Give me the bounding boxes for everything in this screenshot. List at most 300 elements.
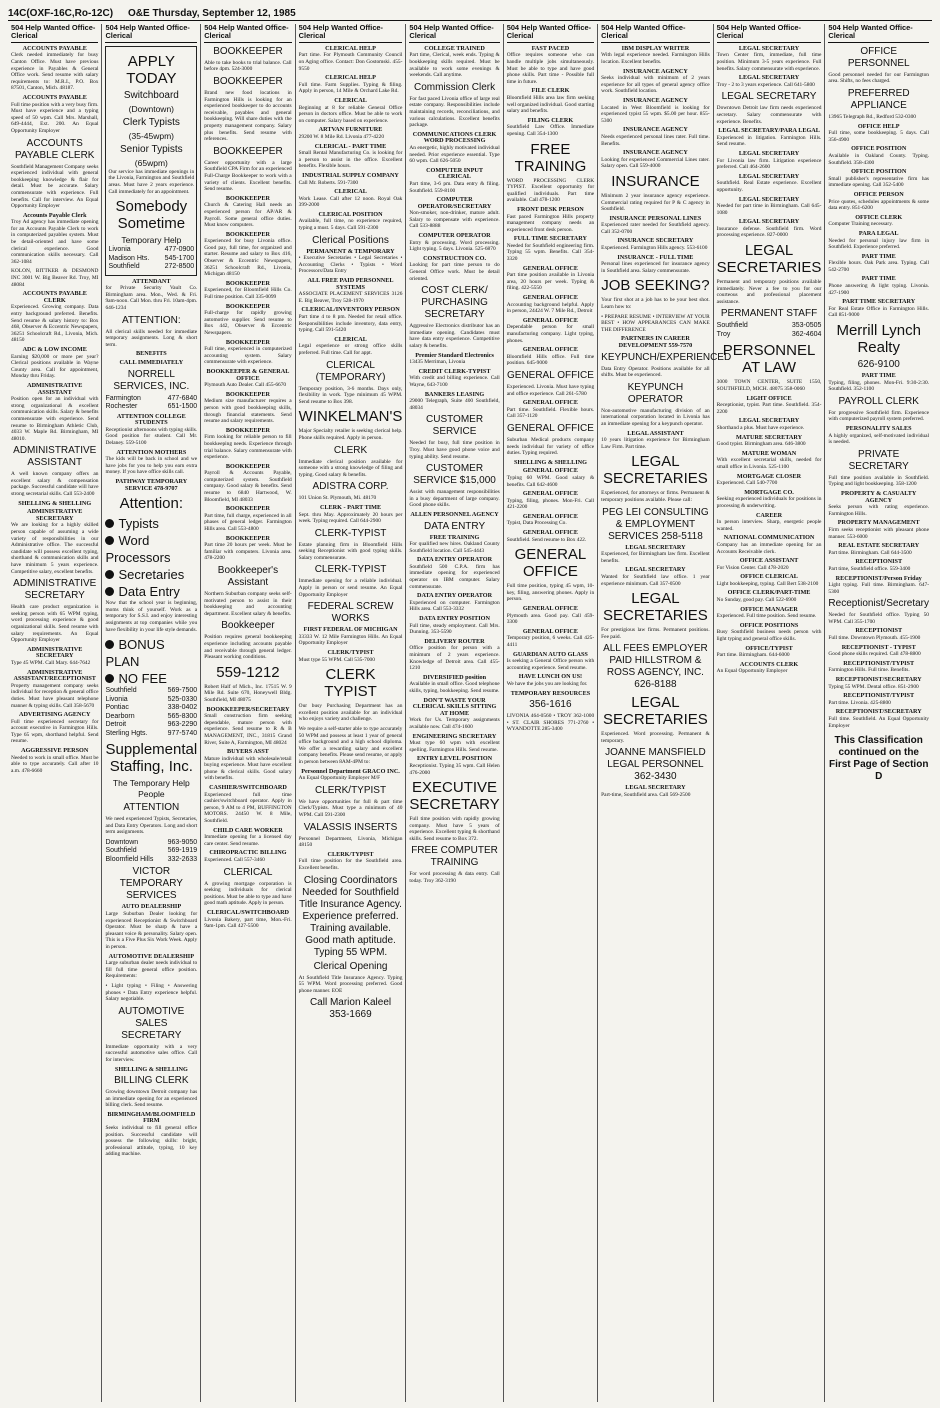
- ad-heading: ACCOUNTS CLERK: [739, 660, 799, 668]
- ad-heading: RECEPTIONIST: [855, 558, 903, 566]
- bullet-item: [105, 670, 197, 687]
- ad-body: We require a self-starter able to type accurately 50 WPM and possess at least 1 year of general office background and a high school diploma. We offer a rewarding salary and excellent company benefits. Please send resume, or apply in person between 8AM-4PM to:: [298, 726, 403, 765]
- ad-body: Located in West Bloomfield is looking for experienced typist 55 wpm. $5.00 per hour. 855-5300: [601, 104, 710, 124]
- location-label: Southfield: [105, 847, 137, 855]
- ad-heading: LEGAL SECRETARY: [625, 566, 686, 574]
- ad-body: Now that the school year is beginning, moms think of yourself. Work as a temporary for S.S.I. and enjoy interesting assignments at top companies while you have flexibility in your life style demands.: [105, 600, 198, 633]
- ad-body: Full-charge for rapidly growing automotive supplier. Send resume to Box 442, Observer & Eccentric Newspapers.: [204, 310, 292, 336]
- ad-heading: GENERAL OFFICE: [522, 490, 579, 498]
- bullet-dot-icon: [105, 640, 114, 649]
- location-phone-row: [105, 713, 197, 722]
- ad-body: Shorthand a plus. Must have experience.: [716, 425, 805, 431]
- phone-number: 477-6840: [167, 394, 198, 402]
- ad-body: Mature individual with wholesale/retail buying experience. Must have excellent phone & clerical skills. Good salary with benefits.: [204, 755, 292, 782]
- ad-body: Receptionist. Typing 35 wpm. Call Helen 476-2000: [409, 762, 500, 776]
- phone-number: 977-5740: [167, 729, 198, 737]
- display-subheadline: Switchboard: [123, 89, 179, 101]
- phone-number: 963-2290: [167, 721, 198, 729]
- ad-body: Assist with management responsibilities in a busy department of large company. Good phone skills.: [409, 489, 500, 509]
- display-subheadline: COST CLERK/ PURCHASING SECRETARY: [421, 285, 488, 321]
- ad-body: Needed for Southfield engineering firm. Typing 55 wpm. Benefits. Call 354-3320: [506, 242, 595, 263]
- ad-heading: ADC & LOW INCOME: [22, 345, 87, 353]
- ad-body: Fast paced Farmington Hills property management company needs an experienced front desk person.: [506, 213, 595, 233]
- ad-body: Suburban Medical products company needs individual for variety of office duties. Typing required.: [506, 436, 595, 457]
- ad-body: Downtown Detroit law firm needs experienced secretary. Salary commensurate with experience. Benefits.: [716, 105, 822, 125]
- display-subheadline: ACCOUNTS PAYABLE CLERK: [14, 137, 95, 161]
- ad-body: Work Lease. Call after 12 noon. Royal Oak 399-2000: [298, 195, 403, 209]
- ad-heading: COMPUTER OPERATOR/SECRETARY: [417, 196, 492, 210]
- ad-body: Full time. Farm Supplies. Typing & filing. Apply in person, 14 Mile & Orchard Lake Rd.: [298, 81, 403, 95]
- ad-body: Major Specialty retailer is seeking clerical help. Phone skills required. Apply in person.: [298, 428, 403, 441]
- phone-number: 651-1500: [167, 403, 198, 411]
- location-phone-row: [105, 721, 197, 730]
- ad-body: Typist, Data Processing Co.: [506, 520, 567, 527]
- display-headline: GENERAL OFFICE: [514, 546, 587, 581]
- ad-body: Immediate opportunity with a very successful automotive sales office. Call for interview.: [105, 1043, 198, 1063]
- ad-heading: PROPERTY & CASUALTY AGENCY: [841, 489, 917, 504]
- ad-body: 101 Union St. Plymouth, Mi. 48170: [298, 495, 377, 502]
- ad-heading: GENERAL OFFICE: [522, 512, 579, 520]
- ad-body: Beginning at 8 for reliable General Office person in doctors office. Must be able to work on computer. Salary based on experience.: [298, 104, 403, 124]
- ad-heading: BOOKKEEPER: [225, 462, 270, 470]
- ad-body: Robert Half of Mich., Inc. 17515 W. 9 Mile Rd. Suite 670, Honeywell Bldg. Southfield, MI 48075: [204, 683, 292, 703]
- ad-body: With legal experience needed. Farmington Hills location. Excellent benefits.: [601, 52, 710, 65]
- ad-body: Full time experienced secretary for account executive in Farmington Hills. Type 65 wpm, shorthand helpful. Send resume.: [11, 718, 99, 745]
- ad-heading: OFFICE ASSISTANT: [739, 557, 799, 565]
- ad-heading: BENEFITS: [136, 350, 167, 358]
- phone-number: 272-8500: [164, 263, 195, 271]
- ad-heading: OFFICE POSITION: [851, 145, 907, 153]
- ad-heading: CLERK - PART TIME: [319, 503, 382, 511]
- ad-body: Part time 4 to 8 pm. Needed for retail office. Responsibilities include inventory, data entry, typing. Call 591-5420: [298, 314, 403, 334]
- ad-body: LIVONIA 464-0560 • TROY 362-1000 • ST. CLAIR SHORES 771-2760 • WYANDOTTE 285-3400: [506, 713, 595, 733]
- ad-body: Aggressive Electronics distributor has an immediate opening. Candidates must have data entry experience. Competitive salary & benefits.: [409, 323, 500, 349]
- ad-body: Full time. Southfield. An Equal Opportunity Employer: [828, 716, 930, 729]
- ad-heading: PART TIME SECRETARY: [842, 298, 916, 306]
- ad-heading: RECEPTIONIST/Person Friday: [835, 574, 922, 582]
- ad-heading: LEGAL SECRETARY: [738, 149, 800, 157]
- ad-body: 13965 Telegraph Rd., Redford 532-0300: [828, 114, 916, 120]
- ad-heading: BANKERS LEASING: [424, 390, 485, 398]
- bullet-item: [105, 532, 197, 566]
- display-subheadline: BOOKKEEPER: [213, 145, 283, 157]
- ad-heading: INDUSTRIAL SUPPLY COMPANY: [302, 171, 399, 179]
- display-subheadline: PRIVATE SECRETARY: [848, 448, 909, 472]
- location-phone-row: [108, 263, 194, 272]
- ad-body: Part time. For Plymouth Community Council on Aging office. Contact: Don Gostomski. 455-9550: [298, 52, 403, 72]
- ad-heading: FULL TIME SECRETARY: [513, 235, 587, 243]
- location-label: Rochester: [105, 403, 138, 411]
- ad-body: Immediate opening for a licensed day care center. Send resume.: [204, 834, 292, 847]
- ad-heading: OFFICE/TYPIST: [745, 644, 793, 652]
- ad-body: Good phone skills required. Call 478-8800: [828, 651, 921, 658]
- ad-heading: GENERAL OFFICE: [522, 346, 579, 354]
- ad-column: [102, 24, 201, 1402]
- ad-heading: GENERAL OFFICE: [522, 399, 579, 407]
- ad-heading: INSURANCE AGENCY: [623, 67, 688, 75]
- ad-body: • Light typing • Filing • Answering phones • Data Entry experience helpful. Salary negotiable.: [105, 982, 198, 1003]
- ad-body: Medium size manufacturer requires a person with good bookkeeping skills, through financial statements. Send resume and salary requirements.: [204, 398, 292, 425]
- ad-heading: LEGAL SECRETARY: [625, 543, 686, 551]
- ad-heading: GENERAL OFFICE: [522, 294, 579, 302]
- ad-heading: DELIVERY ROUTER: [424, 637, 485, 645]
- column-heading: 504 Help Wanted Office-Clerical: [507, 24, 594, 43]
- display-subheadline: PAYROLL CLERK: [838, 395, 919, 407]
- ad-heading: RECEPTIONIST/SECRETARY: [835, 676, 922, 684]
- ad-body: Part time. Birmingham. Call 644-3500: [828, 549, 912, 556]
- ad-body: Price quotes, schedules appointments & some data entry. 851-6200: [828, 198, 930, 212]
- ad-body: Entry & processing. Word processing. Light typing. 5 days. Livonia. 525-6870: [409, 239, 500, 253]
- phone-number: 332-2633: [167, 855, 198, 863]
- ad-heading: PROPERTY MANAGEMENT: [837, 519, 920, 527]
- ad-heading: GUARDIAN AUTO GLASS: [513, 650, 588, 658]
- ad-heading: BOOKKEEPER: [225, 230, 270, 238]
- ad-body: Typing 60 WPM. Good salary & benefits. Call 642-4600: [506, 474, 595, 488]
- display-subheadline: CLERK-TYPIST: [314, 564, 387, 576]
- ad-heading: ATTENTION MOTHERS: [116, 448, 187, 456]
- ad-body: Small publisher's representative firm has immediate opening. Call 352-5400: [828, 175, 930, 189]
- ad-body: Experienced on computer. Farmington Hills area. Call 553-3332: [409, 599, 500, 613]
- location-label: Dearborn: [105, 712, 135, 720]
- ad-heading: PARTNERS IN CAREER DEVELOPMENT 559-7570: [618, 335, 693, 349]
- ad-body: Needs experienced personal lines rater. Full time. Benefits.: [601, 133, 710, 147]
- ad-column: [825, 24, 932, 1402]
- ad-body: • Executive Secretaries • Legal Secretaries • Accounting Clerks • Typists • Word Processors/Data Entry: [298, 255, 403, 275]
- ad-body: We are looking for a highly skilled person capable of assuming a wide variety of responsibilities in our Administrative office. The successful candidate will possess excellent typing, shorthand & communication skills and have minimum 5 years experience. Competitive salary, excellent benefits.: [11, 522, 99, 575]
- ad-body: Wanted for Southfield law office. 1 year experience minimum. Call 357-0500: [601, 573, 710, 587]
- ad-body: Accounting background helpful. Apply in person, 24424 W. 7 Mile Rd., Detroit: [506, 301, 595, 315]
- display-subheadline: FREE COMPUTER TRAINING: [411, 845, 498, 869]
- ad-heading: OFFICE CLERK: [855, 213, 903, 221]
- location-label: Downtown: [105, 838, 139, 846]
- display-subheadline: Senior Typists: [120, 143, 183, 155]
- location-label: Southfield: [105, 687, 137, 695]
- ad-body: Full time position available in Southfield. Typing and light bookkeeping. 358-1200: [828, 474, 930, 488]
- display-subheadline: Bookkeeper's Assistant: [217, 565, 279, 588]
- ad-heading: ADVERTISING AGENCY: [19, 711, 91, 719]
- display-subheadline: Commission Clerk: [413, 81, 496, 93]
- ad-heading: OFFICE MANAGER: [740, 605, 798, 613]
- ad-body: Needed for part time in Birmingham. Call 645-1080: [716, 203, 822, 216]
- display-headline: EXECUTIVE SECRETARY: [409, 779, 500, 814]
- display-subheadline: Clerical Positions: [312, 234, 389, 246]
- ad-heading: MORTGAGE CLOSER: [736, 472, 802, 480]
- phone-number: 963-9050: [167, 838, 198, 846]
- display-subheadline: Clerk Typists: [122, 116, 180, 128]
- page-id: 14C(OXF-16C,Ro-12C): [8, 7, 114, 19]
- ad-heading: LEGAL SECRETARY: [625, 784, 686, 792]
- ad-body: Available, full time, no experience required, typing a must. 5 days. Call 591-2300: [298, 218, 403, 232]
- location-phone-row: [105, 856, 197, 865]
- ad-body: Part time, Clerical, week ends. Typing & bookkeeping skills required. Must be available to work some evenings & weekends. Call anytime.: [409, 52, 500, 79]
- display-subheadline: BOOKKEEPER: [213, 45, 283, 57]
- ad-body: Earning $20,000 or more per year? Clerical positions available in Wayne County area. Call for appointment, Monday thru Friday.: [11, 353, 99, 380]
- ad-body: Estate planning firm in Bloomfield Hills seeking Receptionist with good typing skills. Salary commensurate.: [298, 541, 403, 561]
- ad-heading: BOOKKEEPER & GENERAL OFFICE: [206, 367, 290, 382]
- ad-body: Full time. Downtown Plymouth. 455-1900: [828, 635, 921, 642]
- ad-body: A growing mortgage corporation is seeking individuals for clerical positions. Must be able to type and have good math aptitude. Apply in person.: [204, 880, 292, 907]
- ad-body: Experienced full time cashier/switchboard operator. Apply in person, 9 AM to 4 PM, BUFFINGTON MOTORS. 24450 W. 8 Mile, Southfield.: [204, 791, 292, 825]
- ad-heading: OFFICE HELP: [857, 122, 900, 130]
- ad-heading: CLERICAL: [334, 335, 367, 343]
- location-phone-row: [105, 730, 197, 739]
- ad-body: Southfield 500 C.P.A. firm has immediate opening for experienced operator on IBM computer. Salary commensurate.: [409, 563, 500, 590]
- ad-body: Firm looking for reliable person to fill bookkeeping needs. Experience through trial balance. Salary commensurate with experience.: [204, 434, 292, 461]
- ad-body: Seeks person with rating experience. Farmington Hills.: [828, 504, 930, 517]
- display-headline: JOB SEEKING?: [601, 277, 710, 295]
- ad-body: • PREPARE RESUME • INTERVIEW AT YOUR BEST • HOW APPEARANCES CAN MAKE THE DIFFERENCE: [601, 313, 710, 333]
- ad-body: Typing, filing, phones. Mon-Fri. 9:30-2:30. Southfield. 352-1100: [828, 379, 930, 393]
- ad-heading: SHELLING & SHELLING: [114, 1065, 188, 1073]
- ad-heading: SHELLING & SHELLING: [513, 458, 587, 466]
- ad-body: Computer Training necessary.: [828, 221, 893, 228]
- ad-body: Flexible hours. Oak Park area. Typing. Call 542-2700: [828, 260, 930, 273]
- ad-body: Call Mr. Roberts. 591-7300: [298, 179, 359, 186]
- ad-body: Temporary position, 3-6 months. Days only, flexibility in work. Type minimum 45 WPM. Send resume to Box 398.: [298, 385, 403, 405]
- ad-heading: LEGAL SECRETARY: [738, 74, 800, 82]
- ad-body: Needed for busy, full time position in Troy. Must have good phone voice and typing ability. Send resume.: [409, 440, 500, 460]
- ad-body: Farmington Hills. Full time. Benefits.: [828, 667, 910, 674]
- ad-heading: ATTENDANT: [132, 277, 171, 285]
- ad-body: Experienced. Full time position. Send resume.: [716, 613, 817, 620]
- ad-body: Plymouth area. Good pay. Call 459-3300: [506, 612, 595, 626]
- ad-body: Part time. Southfield. Flexible hours. Call 357-1120: [506, 406, 595, 420]
- ad-heading: COLLEGE TRAINED: [424, 44, 485, 52]
- ad-body: Immediate clerical position available for someone with a strong knowledge of filing and typing. Good salary & benefits.: [298, 458, 403, 478]
- ad-column: [201, 24, 295, 1402]
- ad-note: The Temporary Help People: [112, 778, 190, 800]
- ad-body: Experienced, for Birmingham law firm. Excellent benefits.: [601, 551, 710, 564]
- ad-body: Is seeking a General Office person with accounting experience. Send resume.: [506, 658, 595, 671]
- ad-body: Firm seeks receptionist with pleasant phone manner. 553-6000: [828, 526, 930, 540]
- location-phone-row: [105, 839, 197, 848]
- bullet-dot-icon: [105, 570, 114, 579]
- ad-body: Receptionist afternoons with typing skills. Good position for student. Call Mr. Delaney. 559-5100: [105, 426, 198, 446]
- ad-body: With excellent secretarial skills, needed for small office in Livonia. 525-1100: [716, 457, 822, 470]
- ad-note: (65wpm): [134, 157, 168, 168]
- phone-number: 525-0330: [167, 695, 198, 703]
- ad-body: Clerk needed immediately for busy Canton Office. Must have previous experience in Payables & General Office work. Send resume with salary requirements to: M.R.I., P.O. Box 87501, Canton, Mich. 48187.: [11, 52, 99, 92]
- ad-heading: DATA ENTRY OPERATOR: [417, 556, 493, 564]
- ad-heading: RECEPTIONIST: [855, 627, 903, 635]
- ad-body: Looking for experienced Commercial Lines rater. Salary open. Call 559-4000: [601, 156, 710, 170]
- location-phone-row: [105, 847, 197, 856]
- ad-body: Large suburban dealer needs individual to fill full time general office position. Requirements:: [105, 960, 198, 980]
- ad-heading: PART TIME: [861, 372, 896, 380]
- display-headline: LEGAL SECRETARIES: [603, 694, 708, 729]
- ad-heading: ADMINISTRATIVE ASSISTANT/RECEPTIONIST: [13, 668, 96, 683]
- column-heading: 504 Help Wanted Office-Clerical: [105, 24, 197, 43]
- bullet-item: [105, 583, 197, 600]
- ad-body: Growing downtown Detroit company has an immediate opening for an experienced billing clerk. Send resume.: [105, 1089, 198, 1109]
- display-headline: WINKELMAN'S: [298, 408, 403, 426]
- ad-heading: ENGINEERING SECRETARY: [412, 732, 497, 740]
- display-subheadline: FEDERAL SCREW WORKS: [307, 601, 394, 625]
- ad-heading: CHILD CARE WORKER: [213, 826, 283, 834]
- location-label: Southfield: [108, 263, 140, 271]
- ad-heading: RECEPTIONIST/TYPIST: [843, 659, 915, 667]
- ad-heading: CLERICAL POSITION: [318, 210, 383, 218]
- ad-column: [406, 24, 503, 1402]
- ad-heading: AGGRESSIVE PERSON: [21, 747, 89, 755]
- ad-body: for Private Security Vault Co. Birmingham area. Mon., Wed. & Fri. 9am-noon. Call Mon. thru Fri. 10am-4pm. 646-1234: [105, 285, 198, 312]
- ad-body: Must type 55 WPM. Call 535-7000: [298, 656, 375, 663]
- ad-body: 3000 TOWN CENTER, SUITE 1550, SOUTHFIELD, MICH. 48075 358-0060: [716, 379, 822, 393]
- location-label: Livonia: [108, 246, 131, 254]
- ad-heading: OFFICE CLERICAL: [740, 573, 798, 581]
- ad-heading: ALLEN PERSONNEL AGENCY: [410, 510, 499, 518]
- location-label: Livonia: [105, 695, 128, 703]
- ad-heading: FRONT DESK PERSON: [517, 205, 584, 213]
- display-subheadline: Clerical Opening: [313, 960, 388, 972]
- ad-body: Must type 60 wpm with excellent spelling. Farmington Hills. Send resume.: [409, 740, 500, 753]
- ad-heading: LEGAL SECRETARY: [738, 44, 800, 52]
- ad-body: For Livonia law firm. Litigation experience preferred. Call 464-2600: [716, 157, 822, 171]
- ad-body: Typing, filing, phones. Mon-Fri. Call 421-2200: [506, 497, 595, 511]
- ad-body: Needed for Southfield office. Typing 50 WPM. Call 355-1700: [828, 612, 930, 625]
- ad-heading: CLERICAL - PART TIME: [314, 142, 387, 150]
- ad-body: Insurance defense. Southfield firm. Word processing experience. 827-0000: [716, 225, 822, 239]
- ad-body: Experienced rater needed for Southfield agency. Call 352-0700: [601, 222, 710, 235]
- display-subheadline: ADISTRA CORP.: [312, 481, 389, 493]
- location-label: Troy: [716, 330, 731, 338]
- ad-note: (35-45wpm): [128, 130, 175, 141]
- column-heading: 504 Help Wanted Office-Clerical: [601, 24, 710, 43]
- display-subheadline: PEG LEI CONSULTING & EMPLOYMENT SERVICES 258-5118: [602, 506, 709, 542]
- ad-heading: CAREER: [755, 511, 783, 519]
- ad-heading: ADMINISTRATIVE ASSISTANT: [27, 381, 83, 396]
- ad-body: Experienced. Call 540-7700: [716, 480, 778, 487]
- ad-heading: MORTGAGE CO.: [744, 488, 794, 496]
- ad-body: Office requires someone who can handle multiple jobs simultaneously. Must be able to type and have good phone skills. Part time - Possible full time in future.: [506, 52, 595, 85]
- display-headline: LEGAL SECRETARIES: [603, 590, 708, 625]
- ad-heading: Premier Standard Electronics: [415, 351, 494, 359]
- page-header: [8, 6, 932, 21]
- ad-heading: FAST PACED: [531, 44, 570, 52]
- ad-heading: FREE TRAINING: [429, 533, 480, 541]
- ad-body: Dependable person for small manufacturing company. Light typing, phones.: [506, 324, 595, 344]
- ad-heading: OFFICE PERSON: [853, 190, 904, 198]
- ad-body: Receptionist, typist. Part time. Southfield. 354-2200: [716, 402, 822, 415]
- ad-body: Full time, steady employment. Call Mrs. Dunning. 353-5590: [409, 622, 500, 636]
- ad-heading: CLERICAL: [334, 188, 367, 196]
- ad-body: Data Entry Operator. Positions available for all shifts. Must be experienced.: [601, 365, 710, 379]
- display-subheadline: PREFERRED APPLIANCE: [847, 88, 910, 111]
- ad-body: 13435 Merriman, Livonia: [409, 359, 466, 366]
- ad-heading: DIVERSIFIED position: [422, 673, 487, 681]
- ad-heading: BOOKKEEPER: [225, 279, 270, 287]
- ad-body: Personnel Department, Livonia, Michigan 48150: [298, 835, 403, 849]
- ad-body: Non-smoker, non-drinker, mature adult. Salary to compensate with experience. Call 533-8888: [409, 210, 500, 230]
- ad-note: Temporary Help: [121, 235, 182, 246]
- ad-heading: ACCOUNTS PAYABLE CLERK: [22, 290, 87, 304]
- ad-body: Minimum 2 year insurance agency experience. Commercial rating required for P & C agency in Southfield.: [601, 192, 710, 213]
- ad-heading: RECEPTIONIST/TYPIST: [843, 692, 915, 700]
- ad-heading: FILING CLERK: [527, 116, 574, 124]
- ad-heading: ARTVAN FURNITURE: [318, 126, 383, 134]
- display-subheadline: NORRELL SERVICES, INC.: [113, 368, 190, 392]
- ad-body: Southfield. Send resume to Box 422.: [506, 536, 587, 543]
- ad-heading: CONSTRUCTION CO.: [423, 254, 486, 262]
- ad-body: Part time, Southfield office. 559-3400: [828, 565, 911, 572]
- ad-heading: INSURANCE AGENCY: [623, 96, 688, 104]
- bullet-text: Data Entry: [118, 584, 180, 600]
- ad-heading: DON'T WASTE YOUR CLERICAL SKILLS SITTING AT HOME: [412, 696, 497, 717]
- ad-body: An Equal Opportunity Employer: [716, 668, 788, 675]
- ad-heading: CALL IMMEDIATELY: [119, 359, 184, 367]
- location-label: Bloomfield Hills: [105, 855, 154, 863]
- display-subheadline: CLERK/TYPIST: [314, 784, 387, 796]
- display-subheadline: Closing Coordinators Needed for Southfield Title Insurance Agency. Experience preferred. Training available. Good math aptitude. Typing 55 WPM.: [299, 874, 402, 958]
- ad-heading: LIGHT OFFICE: [746, 394, 792, 402]
- display-headline: FREE TRAINING: [514, 140, 587, 175]
- location-phone-row: [105, 696, 197, 705]
- ad-body: For prestigious law firms. Permanent positions. Fee paid.: [601, 627, 710, 640]
- ad-body: No Sunday, good pay. Call 522-6900: [716, 597, 797, 604]
- phone-number: 338-0402: [167, 704, 198, 712]
- bullet-text: Typists: [118, 516, 159, 532]
- ad-body: Career opportunity with a large Southfield CPA Firm for an experienced Full-Charge Bookkeeper to work with a variety of clients. Excellent benefits. Send resume.: [204, 159, 292, 193]
- ad-body: Southfield Law Office. Immediate opening. Call 354-1300: [506, 124, 595, 137]
- ad-heading: ADMINISTRATIVE SECRETARY: [27, 645, 83, 660]
- location-label: Southfield: [716, 322, 748, 330]
- ad-body: 29200 W. 8 Mile Rd. Livonia 477-4220: [298, 133, 385, 140]
- ad-body: Seeks individual with minimum of 2 years experience for all types of general agency office work. Southfield location.: [601, 75, 710, 95]
- display-ad-box: [105, 46, 197, 276]
- display-subheadline: CLERK-TYPIST: [314, 527, 387, 539]
- ad-heading: GENERAL OFFICE: [522, 316, 579, 324]
- phone-number: 362-4604: [791, 330, 822, 338]
- ad-heading: COMPUTER OPERATOR: [418, 232, 491, 240]
- ad-body: Seeks individual to fill general office position. Successful candidate will possess the following skills: bright, professional attitude, typing, 10 key adding machine.: [105, 1125, 198, 1158]
- ad-heading: MATURE WOMAN: [741, 449, 797, 457]
- bullet-dot-icon: [105, 674, 114, 683]
- display-headline: CLERK TYPIST: [324, 666, 377, 701]
- continuation-note: This Classification continued on the First Page of Section D: [828, 735, 929, 783]
- ad-body: Experienced, for attorneys or firms. Permanent & temporary positions available. Please call:: [601, 490, 710, 503]
- column-heading: 504 Help Wanted Office-Clerical: [299, 24, 403, 43]
- display-headline: Merrill Lynch Realty: [836, 322, 921, 357]
- ad-heading: COMPUTER INPUT CLERICAL: [426, 166, 483, 181]
- ad-heading: CASHIER/SWITCHBOARD: [209, 784, 287, 792]
- ad-body: With credit and billing experience. Call Wayne, 643-7100: [409, 375, 500, 388]
- ad-body: Full time position with rapidly growing company. Must have 5 years of experience. Excellent typing & shorthand skills. Send resume to Box 372.: [409, 816, 500, 842]
- ad-heading: BOOKKEEPER: [225, 302, 270, 310]
- ad-heading: MATURE SECRETARY: [736, 433, 803, 441]
- ad-body: Needed to work in small office. Must be able to type accurately. Call after 10 a.m. 478-6660: [11, 754, 99, 774]
- display-subheadline: PERMANENT STAFF: [720, 308, 818, 320]
- ad-heading: OFFICE CLERK/PART-TIME: [727, 589, 811, 597]
- ad-heading: Accounts Payable Clerk: [22, 211, 87, 219]
- display-headline: INSURANCE: [611, 172, 700, 190]
- ad-body: Property management company seeks individual for reception & general office duties. Must have pleasant telephone manner & typing skills. Call 358-5670: [11, 682, 99, 709]
- bullet-item: [105, 636, 197, 670]
- ad-body: Small construction firm seeking dependable, mature person with experience. Send resume to R & B MANAGEMENT, INC., 31815 Grand River, Suite A, Farmington, MI 48024: [204, 713, 292, 746]
- ad-heading: GENERAL OFFICE: [522, 529, 579, 537]
- ad-body: All clerical skills needed for immediate temporary assignments. Long & short term.: [105, 328, 198, 348]
- ad-heading: BOOKKEEPER: [225, 534, 270, 542]
- ad-body: Light typing. Full time. Birmingham. 647-5300: [828, 582, 930, 595]
- ad-heading: CLERICAL HELP: [325, 44, 376, 52]
- display-headline: Attention:: [119, 495, 184, 513]
- ad-heading: AUTOMOTIVE DEALERSHIP: [108, 952, 194, 960]
- ad-body: Northern Suburban company seeks self-motivated person to assist in their bookkeeping and accounting department. Excellent salary & benefits.: [204, 591, 292, 617]
- display-headline: 559-1212: [216, 663, 280, 681]
- ad-body: Troy - 2 to 3 years experience. Call 641-5800: [716, 81, 815, 88]
- paper-line: O&E Thursday, September 12, 1985: [128, 7, 296, 19]
- ad-body: Brand new food locations in Farmington Hills is looking for an experienced bookkeeper to do accounts receivable, payables and general bookkeeping. Will share duties with the property management company. Salary plus benefits. Send resume with references.: [204, 90, 292, 143]
- ad-body: Part time 20 hours per week. Must be familiar with computers. Livonia area. 478-2200: [204, 542, 292, 562]
